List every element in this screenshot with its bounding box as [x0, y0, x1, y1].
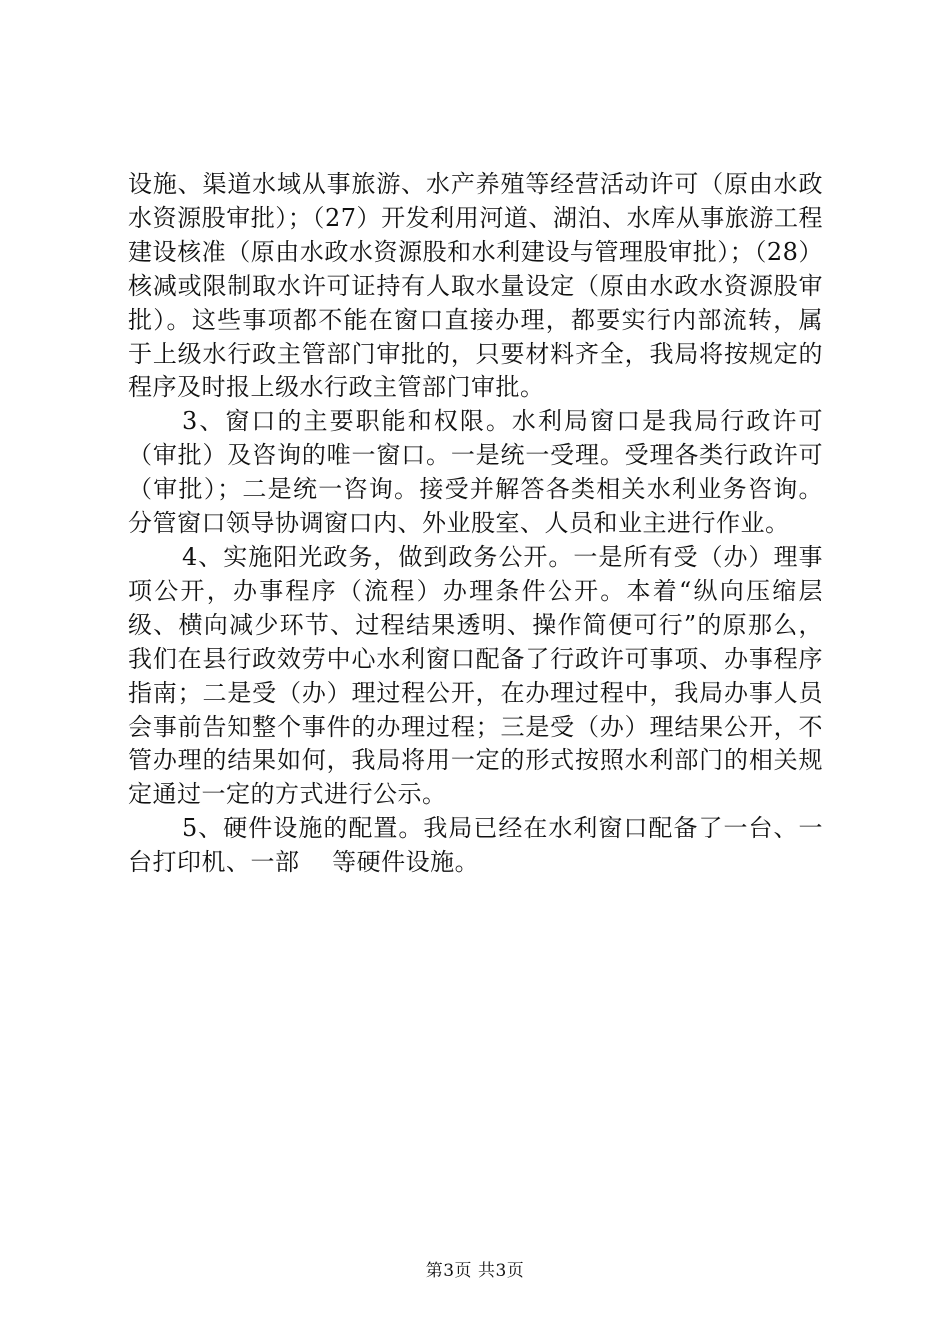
- paragraph-open-government: 4、实施阳光政务，做到政务公开。一是所有受（办）理事项公开，办事程序（流程）办理条件公开。本着“纵向压缩层级、横向减少环节、过程结果透明、操作简便可行”的原那么，我们在县行政效劳中心水利窗口配备了行政许可事项、办事程序指南；二是受（办）理过程公开，在办理过程中，我局办事人员会事前告知整个事件的办理过程；三是受（办）理结果公开，不管办理的结果如何，我局将用一定的形式按照水利部门的相关规定通过一定的方式进行公示。: [128, 542, 823, 809]
- page-number-footer: 第3页 共3页: [425, 1261, 525, 1281]
- paragraph-window-functions: 3、窗口的主要职能和权限。水利局窗口是我局行政许可（审批）及咨询的唯一窗口。一是统一受理。受理各类行政许可（审批）；二是统一咨询。接受并解答各类相关水利业务咨询。分管窗口领导协调窗口内、外业股室、人员和业主进行作业。: [128, 407, 823, 538]
- document-body: [128, 168, 823, 880]
- paragraph-continuation: 设施、渠道水域从事旅游、水产养殖等经营活动许可（原由水政水资源股审批）；（27）开发利用河道、湖泊、水库从事旅游工程建设核准（原由水政水资源股和水利建设与管理股审批）；（28）核减或限制取水许可证持有人取水量设定（原由水政水资源股审批）。这些事项都不能在窗口直接办理，都要实行内部流转，属于上级水行政主管部门审批的，只要材料齐全，我局将按规定的程序及时报上级水行政主管部门审批。: [128, 170, 823, 402]
- paragraph-hardware: 5、硬件设施的配置。我局已经在水利窗口配备了一台、一台打印机、一部 等硬件设施。: [128, 814, 823, 877]
